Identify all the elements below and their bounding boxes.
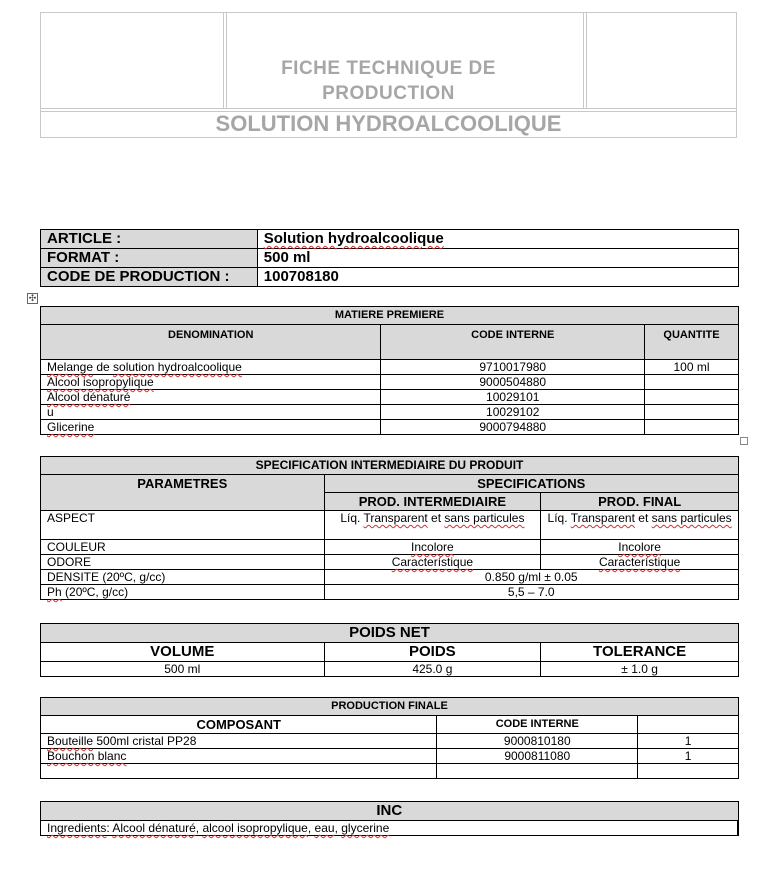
header-composant: COMPOSANT [41,716,437,734]
row-denomination: Alcool dénaturé [41,390,381,405]
couleur-final: Incolore [541,540,739,555]
table-row [41,390,739,405]
document-header [40,12,737,138]
header-parametres: PARAMETRES [41,475,325,511]
document-title: FICHE TECHNIQUE DE PRODUCTION [281,58,496,104]
row-quantite [645,405,739,420]
row-composant [41,764,437,779]
specification-table [40,456,739,600]
row-quantite: 100 ml [645,360,739,375]
row-denomination: u [41,405,381,420]
couleur-intermediaire: Incolore [324,540,541,555]
row-quantite [645,390,739,405]
row-code: 9000504880 [381,375,645,390]
param-ph: Ph (20ºC, g/cc) [41,585,325,600]
table-header-row [41,475,739,493]
table-title-row [41,624,739,643]
table-title-row [41,307,739,325]
table-title-row [41,698,739,716]
odore-intermediaire: Característique [324,555,541,570]
row-composant: Bouchon blanc [41,749,437,764]
table-header-row [41,643,739,662]
table-move-handle-icon[interactable]: ✣ [28,293,37,303]
document-subtitle: SOLUTION HYDROALCOOLIQUE [215,111,562,136]
inc-title: INC [41,802,739,821]
row-code: 10029102 [381,405,645,420]
row-code: 9000794880 [381,420,645,435]
inc-table [40,801,739,836]
param-couleur: COULEUR [41,540,325,555]
format-row [41,249,739,268]
table-row [41,555,739,570]
table-header-row [41,716,739,734]
poids-value: 425.0 g [324,662,541,677]
table-row [41,375,739,390]
row-denomination: Alcool isopropylique [41,375,381,390]
production-title: PRODUCTION FINALE [41,698,739,716]
header-empty [638,716,739,734]
row-composant: Bouteille 500ml cristal PP28 [41,734,437,749]
densite-value: 0.850 g/ml ± 0.05 [324,570,738,585]
header-prod-intermediaire: PROD. INTERMEDIAIRE [324,493,541,511]
table-row [41,821,739,836]
spec-title: SPECIFICATION INTERMEDIAIRE DU PRODUIT [41,457,739,475]
article-value: Solution hydroalcoolique [257,230,738,249]
header-denomination: DENOMINATION [41,325,381,360]
header-tolerance: TOLERANCE [541,643,739,662]
inc-ingredients: Ingredients: Alcool dénaturé, alcool isopropylique, eau, glycerine [41,821,739,836]
table-row [41,749,739,764]
poids-net-table [40,623,739,677]
param-odore: ODORE [41,555,325,570]
header-volume: VOLUME [41,643,325,662]
table-row [41,662,739,677]
header-quantite: QUANTITE [645,325,739,360]
param-aspect: ASPECT [41,511,325,540]
row-quantite [645,375,739,390]
format-label: FORMAT : [41,249,258,268]
table-title-row [41,802,739,821]
table-row [41,405,739,420]
row-code [437,764,638,779]
header-specifications: SPECIFICATIONS [324,475,738,493]
row-code: 9000810180 [437,734,638,749]
header-code-interne: CODE INTERNE [381,325,645,360]
aspect-final: Líq. Transparent et sans particules [541,511,739,540]
matiere-title: MATIERE PREMIERE [41,307,739,325]
table-row [41,570,739,585]
header-code-interne: CODE INTERNE [437,716,638,734]
row-code: 9000811080 [437,749,638,764]
production-code-label: CODE DE PRODUCTION : [41,268,258,287]
row-denomination: Melange de solution hydroalcoolique [41,360,381,375]
param-densite: DENSITE (20ºC, g/cc) [41,570,325,585]
aspect-intermediaire: Líq. Transparent et sans particules [324,511,541,540]
table-row [41,764,739,779]
matiere-premiere-table [40,306,739,435]
table-row [41,585,739,600]
row-quantite [638,764,739,779]
header-prod-final: PROD. FINAL [541,493,739,511]
table-header-row [41,325,739,360]
table-row [41,420,739,435]
format-value: 500 ml [257,249,738,268]
table-row [41,511,739,540]
odore-final: Característique [541,555,739,570]
row-code: 9710017980 [381,360,645,375]
row-code: 10029101 [381,390,645,405]
table-row [41,540,739,555]
volume-value: 500 ml [41,662,325,677]
poids-title: POIDS NET [41,624,739,643]
row-denomination: Glicerine [41,420,381,435]
production-code-row [41,268,739,287]
article-row [41,230,739,249]
header-border-top [40,12,737,13]
row-quantite: 1 [638,734,739,749]
header-separator [40,108,737,109]
article-label: ARTICLE : [41,230,258,249]
tolerance-value: ± 1.0 g [541,662,739,677]
table-resize-handle-icon[interactable] [740,437,748,445]
ph-value: 5,5 – 7.0 [324,585,738,600]
header-poids: POIDS [324,643,541,662]
table-row [41,360,739,375]
header-border-bottom [40,137,737,138]
row-quantite [645,420,739,435]
article-table [40,229,739,287]
row-quantite: 1 [638,749,739,764]
production-finale-table [40,697,739,779]
production-code-value: 100708180 [257,268,738,287]
table-title-row [41,457,739,475]
table-row [41,734,739,749]
